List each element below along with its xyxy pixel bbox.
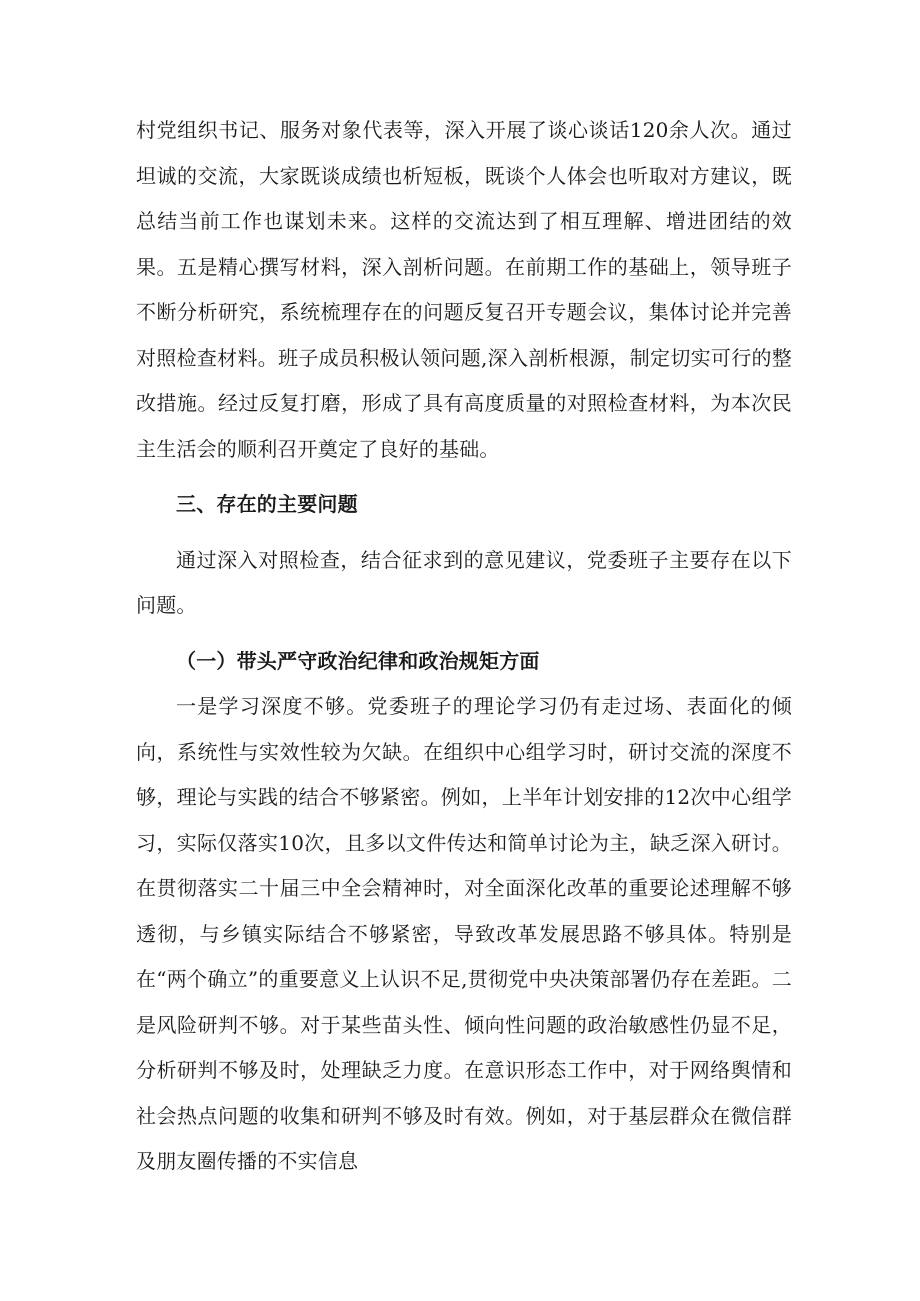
paragraph-2: 通过深入对照检查，结合征求到的意见建议，党委班子主要存在以下问题。 <box>136 547 792 617</box>
document-page <box>136 108 792 1185</box>
paragraph-1: 村党组织书记、服务对象代表等，深入开展了谈心谈话120余人次。通过坦诚的交流，大家既谈成绩也析短板，既谈个人体会也听取对方建议，既总结当前工作也谋划未来。这样的交流达到了相互理解、增进团结的效果。五是精心撰写材料，深入剖析问题。在前期工作的基础上，领导班子不断分析研究，系统梳理存在的问题反复召开专题会议，集体讨论并完善对照检查材料。班子成员积极认领问题,深入剖析根源，制定切实可行的整改措施。经过反复打磨，形成了具有高度质量的对照检查材料，为本次民主生活会的顺利召开奠定了良好的基础。 <box>136 118 792 461</box>
paragraph-3: 一是学习深度不够。党委班子的理论学习仍有走过场、表面化的倾向，系统性与实效性较为欠缺。在组织中心组学习时，研讨交流的深度不够，理论与实践的结合不够紧密。例如，上半年计划安排的12次中心组学习，实际仅落实10次，且多以文件传达和简单讨论为主，缺乏深入研讨。在贯彻落实二十届三中全会精神时，对全面深化改革的重要论述理解不够透彻，与乡镇实际结合不够紧密，导致改革发展思路不够具体。特别是在“两个确立”的重要意义上认识不足,贯彻党中央决策部署仍存在差距。二是风险研判不够。对于某些苗头性、倾向性问题的政治敏感性仍显不足，分析研判不够及时，处理缺乏力度。在意识形态工作中，对于网络舆情和社会热点问题的收集和研判不够及时有效。例如，对于基层群众在微信群及朋友圈传播的不实信息 <box>136 694 792 1173</box>
subsection-heading-1: （一）带头严守政治纪律和政治规矩方面 <box>176 648 540 673</box>
section-heading-3: 三、存在的主要问题 <box>176 492 358 516</box>
